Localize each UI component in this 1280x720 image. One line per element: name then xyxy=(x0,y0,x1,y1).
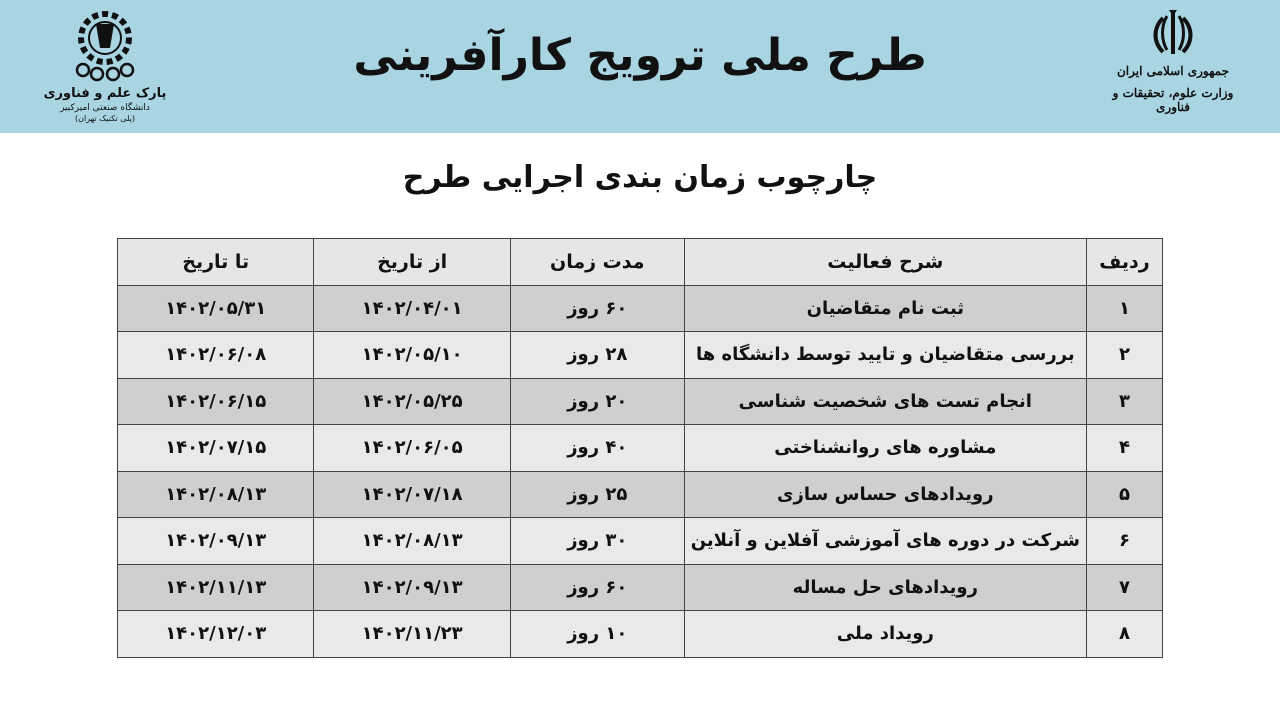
activity-description: رویدادهای حل مساله xyxy=(684,564,1086,611)
to-date: ۱۴۰۲/۱۱/۱۳ xyxy=(118,564,314,611)
header-banner xyxy=(0,0,1280,133)
row-number: ۳ xyxy=(1086,378,1162,425)
row-number: ۷ xyxy=(1086,564,1162,611)
page-title: طرح ملی ترویج کارآفرینی xyxy=(353,30,927,81)
from-date: ۱۴۰۲/۱۱/۲۳ xyxy=(314,611,510,658)
iran-emblem-icon xyxy=(1145,6,1201,62)
duration: ۴۰ روز xyxy=(510,425,684,472)
activity-description: انجام تست های شخصیت شناسی xyxy=(684,378,1086,425)
section-title: چارچوب زمان بندی اجرایی طرح xyxy=(402,160,878,195)
table-row xyxy=(118,611,1163,658)
to-date: ۱۴۰۲/۰۶/۰۸ xyxy=(118,332,314,379)
col-header-description: شرح فعالیت xyxy=(684,239,1086,286)
ministry-line1: جمهوری اسلامی ایران xyxy=(1116,64,1230,78)
activity-description: ثبت نام متقاضیان xyxy=(684,285,1086,332)
activity-description: رویداد ملی xyxy=(684,611,1086,658)
table-row xyxy=(118,425,1163,472)
park-name: پارک علم و فناوری xyxy=(43,86,167,101)
ministry-line2: وزارت علوم، تحقیقات و فناوری xyxy=(1112,86,1234,114)
row-number: ۴ xyxy=(1086,425,1162,472)
table-row xyxy=(118,378,1163,425)
duration: ۲۰ روز xyxy=(510,378,684,425)
row-number: ۶ xyxy=(1086,518,1162,565)
from-date: ۱۴۰۲/۰۹/۱۳ xyxy=(314,564,510,611)
schedule-table xyxy=(117,238,1163,658)
row-number: ۱ xyxy=(1086,285,1162,332)
col-header-row-number: ردیف xyxy=(1086,239,1162,286)
activity-description: شرکت در دوره های آموزشی آفلاین و آنلاین xyxy=(684,518,1086,565)
from-date: ۱۴۰۲/۰۸/۱۳ xyxy=(314,518,510,565)
university-subname: (پلی تکنیک تهران) xyxy=(75,114,135,123)
table-row xyxy=(118,471,1163,518)
duration: ۶۰ روز xyxy=(510,285,684,332)
row-number: ۵ xyxy=(1086,471,1162,518)
activity-description: رویدادهای حساس سازی xyxy=(684,471,1086,518)
activity-description: بررسی متقاضیان و تایید توسط دانشگاه ها xyxy=(684,332,1086,379)
row-number: ۲ xyxy=(1086,332,1162,379)
duration: ۶۰ روز xyxy=(510,564,684,611)
duration: ۲۸ روز xyxy=(510,332,684,379)
university-name: دانشگاه صنعتی امیرکبیر xyxy=(60,103,150,113)
to-date: ۱۴۰۲/۰۵/۳۱ xyxy=(118,285,314,332)
table-header-row xyxy=(118,239,1163,286)
table-row xyxy=(118,518,1163,565)
table-row xyxy=(118,564,1163,611)
col-header-from-date: از تاریخ xyxy=(314,239,510,286)
row-number: ۸ xyxy=(1086,611,1162,658)
to-date: ۱۴۰۲/۱۲/۰۳ xyxy=(118,611,314,658)
table-row xyxy=(118,332,1163,379)
col-header-duration: مدت زمان xyxy=(510,239,684,286)
from-date: ۱۴۰۲/۰۵/۲۵ xyxy=(314,378,510,425)
table-row xyxy=(118,285,1163,332)
to-date: ۱۴۰۲/۰۸/۱۳ xyxy=(118,471,314,518)
activity-description: مشاوره های روانشناختی xyxy=(684,425,1086,472)
to-date: ۱۴۰۲/۰۹/۱۳ xyxy=(118,518,314,565)
from-date: ۱۴۰۲/۰۴/۰۱ xyxy=(314,285,510,332)
to-date: ۱۴۰۲/۰۶/۱۵ xyxy=(118,378,314,425)
from-date: ۱۴۰۲/۰۵/۱۰ xyxy=(314,332,510,379)
to-date: ۱۴۰۲/۰۷/۱۵ xyxy=(118,425,314,472)
duration: ۳۰ روز xyxy=(510,518,684,565)
from-date: ۱۴۰۲/۰۶/۰۵ xyxy=(314,425,510,472)
col-header-to-date: تا تاریخ xyxy=(118,239,314,286)
duration: ۲۵ روز xyxy=(510,471,684,518)
ministry-logo xyxy=(1098,6,1248,130)
duration: ۱۰ روز xyxy=(510,611,684,658)
from-date: ۱۴۰۲/۰۷/۱۸ xyxy=(314,471,510,518)
